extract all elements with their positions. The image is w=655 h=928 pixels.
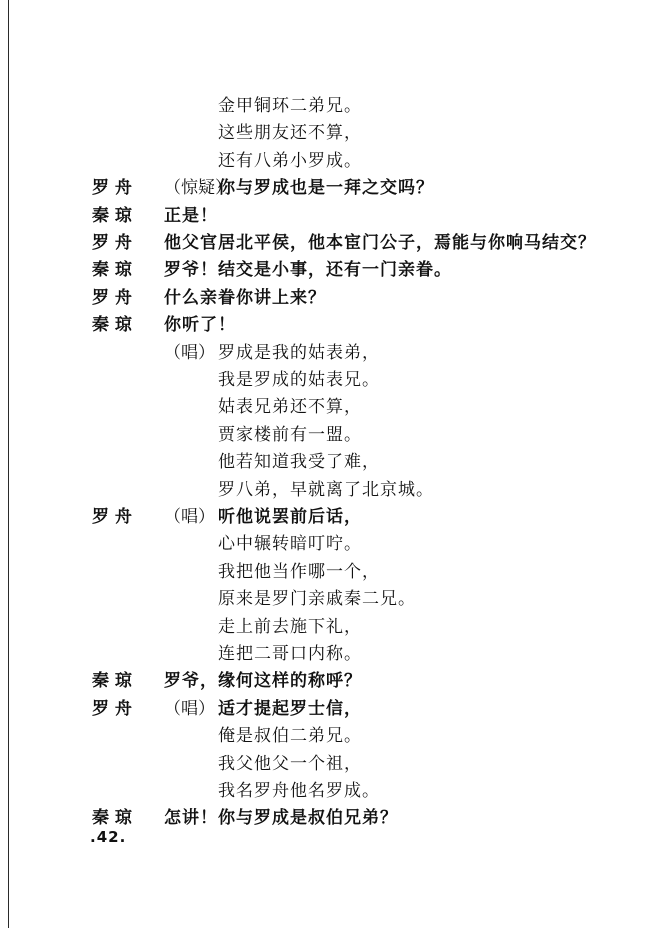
- dialogue-line: 什么亲眷你讲上来？: [164, 287, 326, 308]
- dialogue-line: 罗爷！结交是小事，还有一门亲眷。: [164, 260, 452, 281]
- verse-line: 我是罗成的姑表兄。: [218, 370, 380, 390]
- verse-line: 走上前去施下礼，: [218, 616, 362, 637]
- verse-line: 他若知道我受了难，: [218, 452, 380, 473]
- verse-line: 这些朋友还不算，: [218, 123, 362, 144]
- dialogue-line: 正是！: [164, 205, 218, 226]
- dialogue-line: 他父官居北平侯，他本宦门公子，焉能与你响马结交？: [164, 233, 596, 253]
- verse-line: 贾家楼前有一盟。: [218, 424, 362, 445]
- speaker-name: 秦 琼: [92, 671, 132, 692]
- verse-line: 连把二哥口内称。: [218, 644, 362, 664]
- dialogue-line: 你与罗成也是一拜之交吗？: [218, 178, 434, 199]
- verse-line: 我把他当作哪一个，: [218, 561, 380, 582]
- speaker-name: 罗 舟: [92, 287, 132, 308]
- stage-direction: （唱）: [164, 507, 215, 527]
- dialogue-line: 罗爷，缘何这样的称呼？: [164, 671, 362, 692]
- verse-line: 我名罗舟他名罗成。: [218, 781, 380, 801]
- verse-line: 俺是叔伯二弟兄。: [218, 726, 362, 747]
- speaker-name: 罗 舟: [92, 698, 132, 719]
- page-number: .42.: [90, 828, 127, 846]
- speaker-name: 秦 琼: [92, 808, 132, 829]
- speaker-name: 秦 琼: [92, 260, 132, 281]
- speaker-name: 秦 琼: [92, 315, 132, 336]
- dialogue-line: 适才提起罗士信，: [218, 698, 362, 719]
- page-left-border: [8, 0, 9, 928]
- verse-line: 罗八弟，早就离了北京城。: [218, 479, 434, 500]
- verse-line: 金甲铜环二弟兄。: [218, 96, 362, 116]
- stage-direction: （唱）: [164, 342, 215, 363]
- speaker-name: 秦 琼: [92, 205, 132, 226]
- dialogue-line: 听他说罢前后话，: [218, 507, 362, 527]
- speaker-name: 罗 舟: [92, 507, 132, 527]
- speaker-name: 罗 舟: [92, 178, 132, 199]
- verse-line: 心中辗转暗叮咛。: [218, 534, 362, 555]
- verse-line: 罗成是我的姑表弟，: [218, 342, 380, 363]
- dialogue-line: 怎讲！你与罗成是叔伯兄弟？: [164, 808, 398, 829]
- verse-line: 姑表兄弟还不算，: [218, 397, 362, 418]
- verse-line: 原来是罗门亲戚秦二兄。: [218, 589, 416, 610]
- stage-direction: （唱）: [164, 698, 215, 719]
- verse-line: 还有八弟小罗成。: [218, 150, 362, 171]
- verse-line: 我父他父一个祖，: [218, 753, 362, 774]
- speaker-name: 罗 舟: [92, 233, 132, 253]
- stage-direction: （惊疑）: [164, 178, 232, 199]
- dialogue-line: 你听了！: [164, 315, 236, 336]
